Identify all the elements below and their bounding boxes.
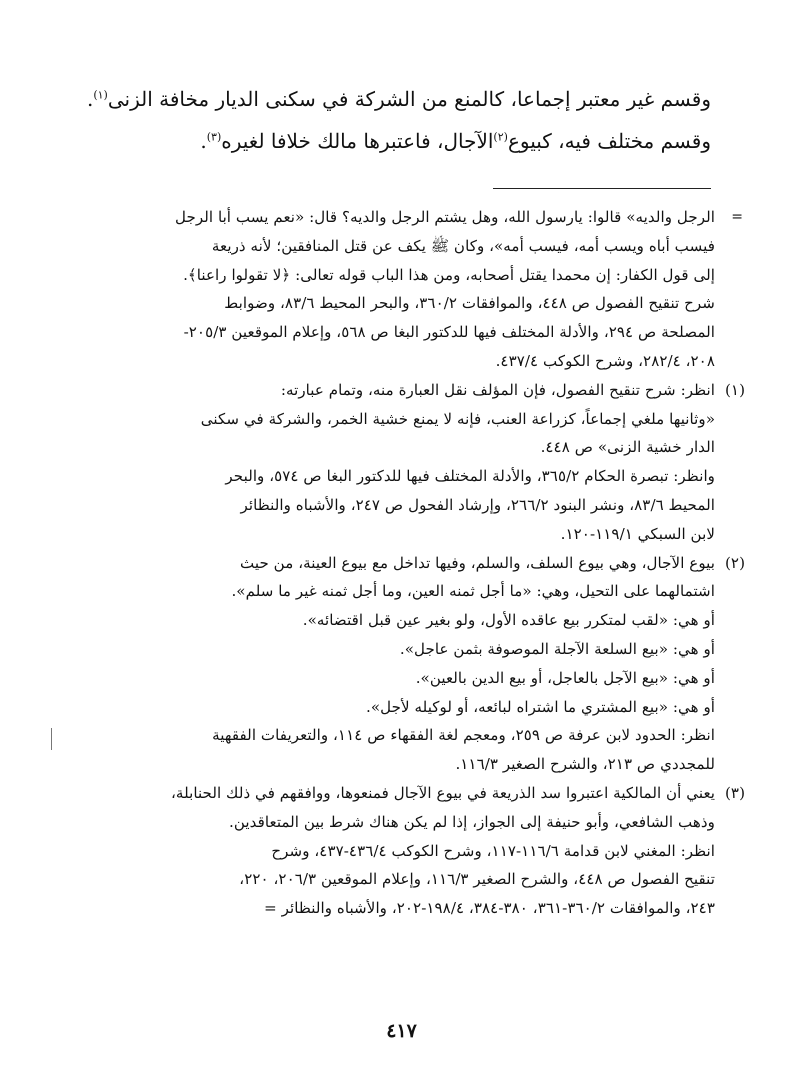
page-number: ٤١٧ — [386, 1020, 417, 1042]
footnote-line: ٢٠٨، ٢٨٢/٤، وشرح الكوكب ٤٣٧/٤. — [495, 351, 715, 370]
footnote-line: يعني أن المالكية اعتبروا سد الذريعة في بيوع الآجال فمنعوها، ووافقهم في ذلك الحنابلة، — [171, 783, 715, 802]
footnote-line: تنقيح الفصول ص ٤٤٨، والشرح الصغير ١١٦/٣، وإعلام الموقعين ٢٠٦/٣، ٢٢٠، — [239, 870, 715, 889]
footnote-line: أو هي: «بيع الآجل بالعاجل، أو بيع الدين بالعين». — [415, 668, 715, 687]
footnote-line: وانظر: تبصرة الحكام ٣٦٥/٢، والأدلة المختلف فيها للدكتور البغا ص ٥٧٤، والبحر — [225, 467, 715, 486]
main-text-line-2 — [71, 120, 711, 162]
footnote-line: «وثانيها ملغي إجماعاً، كزراعة العنب، فإنه لا يمنع خشية الخمر، والشركة في سكنى — [200, 409, 715, 428]
footnote-line: الدار خشية الزنى» ص ٤٤٨. — [540, 438, 715, 457]
footnote-ref-2: (٢) — [493, 130, 508, 144]
footnote-line: الرجل والديه» قالوا: يارسول الله، وهل يشتم الرجل والديه؟ قال: «نعم يسب أبا الرجل — [175, 208, 715, 226]
footnote-continuation — [65, 203, 743, 376]
footnote-line: انظر: الحدود لابن عرفة ص ٢٥٩، ومعجم لغة الفقهاء ص ١١٤، والتعريفات الفقهية — [212, 726, 715, 745]
footnote-1 — [65, 376, 745, 549]
main-text-line-1-end: . — [86, 87, 94, 111]
main-text-line-1-body: وقسم غير معتبر إجماعا، كالمنع من الشركة في سكنى الديار مخافة الزنى — [107, 87, 711, 111]
footnotes — [65, 203, 745, 923]
footnote-separator — [493, 188, 711, 189]
footnote-line: فيسب أباه ويسب أمه، فيسب أمه»، وكان ﷺ يكف عن قتل المنافقين؛ لأنه ذريعة — [211, 236, 715, 255]
footnote-line: انظر: المغني لابن قدامة ١١٦/٦-١١٧، وشرح الكوكب ٤٣٦/٤-٤٣٧، وشرح — [271, 841, 715, 860]
footnote-line: إلى قول الكفار: إن محمدا يقتل أصحابه، ومن هذا الباب قوله تعالى: ﴿لا تقولوا راعنا﴾. — [183, 265, 715, 284]
footnote-ref-3: (٣) — [206, 130, 222, 144]
footnote-line: بيوع الآجال، وهي بيوع السلف، والسلم، وفيها تداخل مع بيوع العينة، من حيث — [239, 553, 715, 572]
main-text-line-2-end: . — [200, 129, 207, 153]
footnote-ref-1: (١) — [93, 88, 108, 102]
footnote-line: المصلحة ص ٢٩٤، والأدلة المختلف فيها للدكتور البغا ص ٥٦٨، وإعلام الموقعين ٢٠٥/٣- — [183, 323, 715, 342]
footnote-line: أو هي: «لقب لمتكرر بيع عاقده الأول، ولو بغير عين قبل اقتضائه». — [302, 611, 715, 630]
footnote-number: (٣) — [724, 783, 745, 802]
continuation-mark: = — [731, 209, 743, 225]
footnote-line: انظر: شرح تنقيح الفصول، فإن المؤلف نقل العبارة منه، وتمام عبارته: — [280, 380, 715, 399]
footnote-line: وذهب الشافعي، وأبو حنيفة إلى الجواز، إذا لم يكن هناك شرط بين المتعاقدين. — [229, 812, 715, 831]
footnote-3 — [65, 779, 745, 923]
footnote-number: (١) — [724, 380, 745, 399]
main-text-line-2-part-1: وقسم مختلف فيه، كبيوع — [507, 129, 711, 153]
footnote-number: (٢) — [724, 553, 745, 572]
footnote-line: للمجددي ص ٢١٣، والشرح الصغير ١١٦/٣. — [455, 755, 715, 774]
footnote-line: أو هي: «بيع المشتري ما اشتراه لبائعه، أو لوكيله لأجل». — [366, 697, 715, 716]
footnote-line: اشتمالهما على التحيل، وهي: «ما أجل ثمنه العين، وما أجل ثمنه غير ما سلم». — [231, 582, 715, 601]
footnote-line: أو هي: «بيع السلعة الآجلة الموصوفة بثمن عاجل». — [399, 639, 715, 658]
footnote-line: المحيط ٨٣/٦، ونشر البنود ٢٦٦/٢، وإرشاد الفحول ص ٢٤٧، والأشباه والنظائر — [240, 495, 715, 514]
footnote-line: ٢٤٣، والموافقات ٣٦٠/٢-٣٦١، ٣٨٠-٣٨٤، ١٩٨/٤-٢٠٢، والأشباه والنظائر = — [264, 899, 715, 918]
footnote-line: شرح تنقيح الفصول ص ٤٤٨، والموافقات ٣٦٠/٢، والبحر المحيط ٨٣/٦، وضوابط — [224, 294, 715, 313]
footnote-line: لابن السبكي ١١٩/١-١٢٠. — [560, 524, 715, 543]
main-text — [71, 78, 711, 162]
footnote-2 — [65, 549, 745, 779]
main-text-line-2-part-2: الآجال، فاعتبرها مالك خلافا لغيره — [221, 129, 494, 153]
main-text-line-1 — [71, 78, 711, 120]
margin-mark — [51, 728, 52, 750]
